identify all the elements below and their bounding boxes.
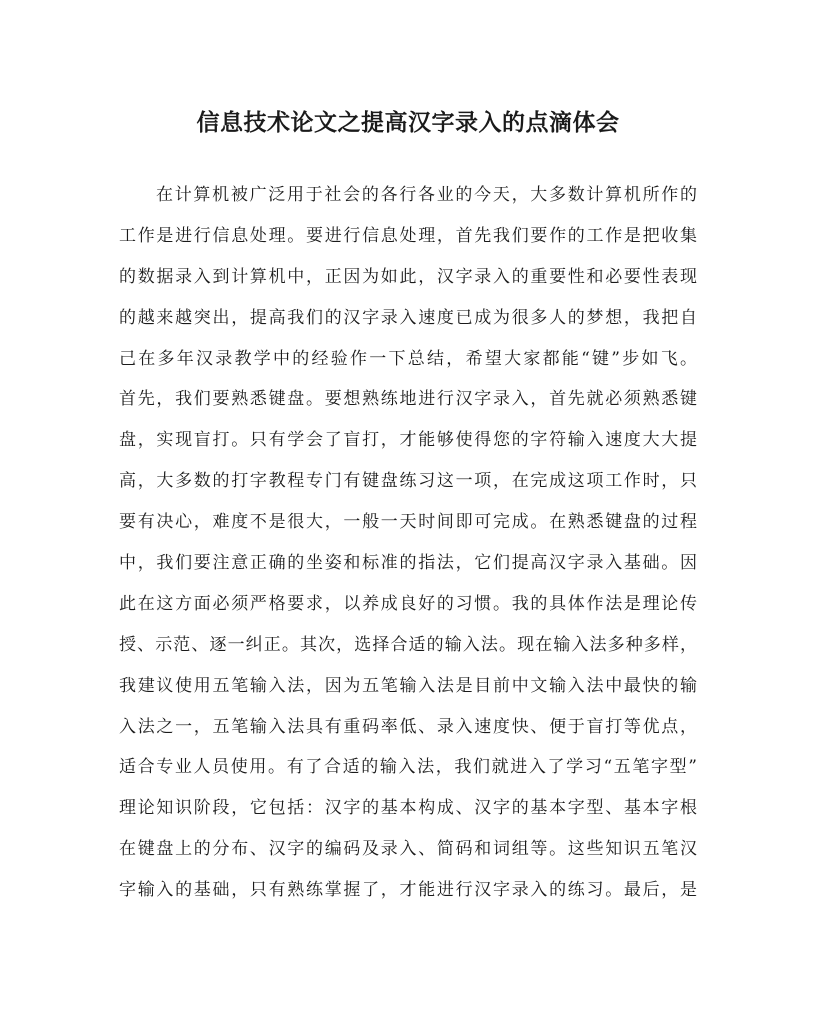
body-line: 工作是进行信息处理。要进行信息处理，首先我们要作的工作是把收集 <box>119 225 697 246</box>
body-line: 在计算机被广泛用于社会的各行各业的今天，大多数计算机所作的 <box>156 185 697 205</box>
body-line: 入法之一，五笔输入法具有重码率低、录入速度快、便于盲打等优点， <box>119 716 697 737</box>
body-line: 盘，实现盲打。只有学会了盲打，才能够使得您的字符输入速度大大提 <box>119 430 697 451</box>
body-line: 字输入的基础，只有熟练掌握了，才能进行汉字录入的练习。最后，是 <box>119 880 697 901</box>
body-line: 的越来越突出，提高我们的汉字录入速度已成为很多人的梦想，我把自 <box>119 307 697 328</box>
body-line: 首先，我们要熟悉键盘。要想熟练地进行汉字录入，首先就必须熟悉键 <box>119 389 697 410</box>
document-body <box>119 175 697 911</box>
body-line: 中，我们要注意正确的坐姿和标准的指法，它们提高汉字录入基础。因 <box>119 553 697 574</box>
body-line: 高，大多数的打字教程专门有键盘练习这一项，在完成这项工作时，只 <box>119 471 697 492</box>
body-line: 我建议使用五笔输入法，因为五笔输入法是目前中文输入法中最快的输 <box>119 675 697 696</box>
body-line: 适合专业人员使用。有了合适的输入法，我们就进入了学习“五笔字型” <box>119 757 697 778</box>
body-line: 此在这方面必须严格要求，以养成良好的习惯。我的具体作法是理论传 <box>119 593 697 614</box>
body-line: 在键盘上的分布、汉字的编码及录入、简码和词组等。这些知识五笔汉 <box>119 839 697 860</box>
document-title: 信息技术论文之提高汉字录入的点滴体会 <box>196 109 620 136</box>
body-line: 要有决心，难度不是很大，一般一天时间即可完成。在熟悉键盘的过程 <box>119 512 697 533</box>
body-line: 己在多年汉录教学中的经验作一下总结，希望大家都能“键”步如飞。 <box>119 348 697 369</box>
body-line: 授、示范、逐一纠正。其次，选择合适的输入法。现在输入法多种多样， <box>119 634 697 655</box>
body-line: 理论知识阶段，它包括：汉字的基本构成、汉字的基本字型、基本字根 <box>119 798 697 819</box>
body-line: 的数据录入到计算机中，正因为如此，汉字录入的重要性和必要性表现 <box>119 266 697 287</box>
